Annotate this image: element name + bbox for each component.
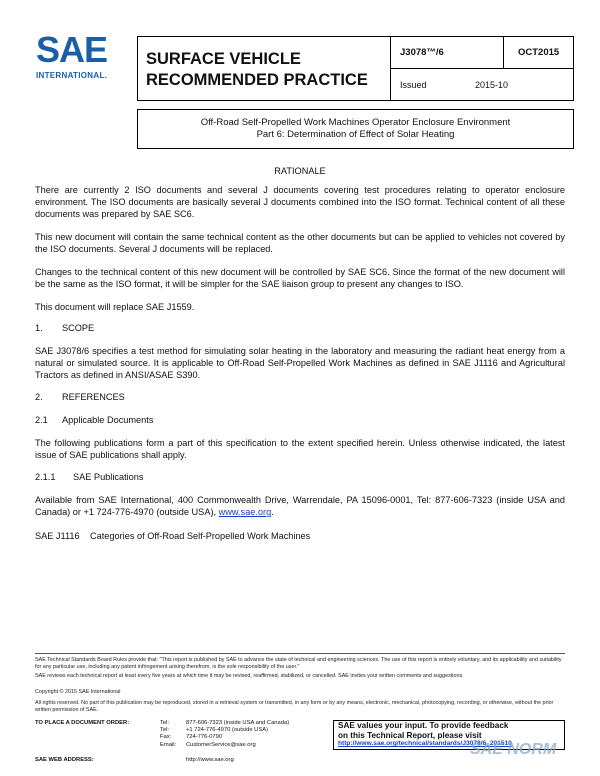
document-number: J3078™/6 [400, 47, 444, 58]
email-value[interactable]: CustomerService@sae.org [186, 741, 256, 748]
section-number: 1. [35, 323, 43, 333]
reference-row [35, 531, 310, 541]
section-number: 2. [35, 392, 43, 402]
sae-logo-subtitle: INTERNATIONAL. [36, 71, 108, 80]
footer-review-text: SAE reviews each technical report at least every five years at which time it may be revised, reaffirmed, stabilized, or cancelled. SAE invites your written comments and suggestions. [35, 673, 464, 679]
subsection-applicable-documents-heading [35, 415, 153, 425]
rationale-paragraph-1: There are currently 2 ISO documents and several J documents covering test procedures relating to operator enclosure environment. The ISO documents are basically several J documents combined into the ISO format. Technical content of all these documents was prepared by SAE SC6. [35, 185, 565, 220]
reference-title: Categories of Off-Road Self-Propelled Work Machines [90, 531, 311, 541]
document-type-title [146, 49, 368, 91]
section-scope-heading [35, 323, 94, 333]
document-type-line1: SURFACE VEHICLE [146, 50, 301, 68]
feedback-link[interactable]: http://www.sae.org/technical/standards/J3078/6_201510 [338, 740, 512, 747]
web-address-label: SAE WEB ADDRESS: [35, 757, 94, 763]
subsection-number: 2.1 [35, 415, 48, 425]
footer-rules-text: SAE Technical Standards Board Rules provide that: "This report is published by SAE to advance the state of technical and engineering sciences. The use of this report is entirely voluntary, and its applicability and suitability for any particular use, including any patent infringement arising therefrom, is the sole responsibility of the user." [35, 657, 562, 670]
footer-rights-text: All rights reserved. No part of this publication may be reproduced, stored in a retrieval system or transmitted, in any form or by any means, electronic, mechanical, photocopying, recording, or otherwise, without the prior written permission of SAE. [35, 700, 554, 713]
tel-value: 877-606-7323 (inside USA and Canada) [186, 720, 290, 726]
issued-label: Issued [400, 80, 427, 90]
section-title: SCOPE [62, 323, 95, 333]
fax-value: 724-776-0790 [186, 734, 223, 741]
sae-website-link[interactable]: www.sae.org [218, 507, 272, 518]
scope-paragraph: SAE J3078/6 specifies a test method for simulating solar heating in the laboratory and measuring the radiant heat energy from a natural or simulated source. It is applicable to Off-Road Self-Propelled Work Machines as defined in SAE J1116 and Agricultural Tractors as defined in ANSI/ASAE S390. [35, 346, 565, 381]
section-title: REFERENCES [62, 392, 125, 402]
web-address-value[interactable]: http://www.sae.org [186, 757, 234, 763]
rationale-paragraph-2: This new document will contain the same technical content as the other documents but can be applied to vehicles not covered by the ISO documents. Several J documents will be replaced. [35, 232, 565, 255]
footer-copyright: Copyright © 2015 SAE International [35, 689, 121, 695]
availability-paragraph [35, 494, 565, 518]
subsection-sae-publications-heading [35, 472, 143, 482]
tel2-value: +1 724-776-4970 (outside USA) [186, 727, 269, 734]
subsection-title: SAE Publications [73, 472, 144, 482]
rationale-heading: RATIONALE [274, 166, 326, 176]
feedback-text [338, 721, 508, 740]
applicable-documents-paragraph: The following publications form a part of this specification to the extent specified herein. Unless otherwise indicated, the latest issue of SAE publications shall apply. [35, 438, 565, 461]
availability-end: . [271, 507, 274, 518]
fax-label: Fax: [160, 734, 172, 741]
document-title-line1: Off-Road Self-Propelled Work Machines Operator Enclosure Environment [200, 117, 511, 128]
reference-id: SAE J1116 [35, 531, 80, 541]
feedback-line2: on this Technical Report, please visit [338, 730, 482, 740]
order-contacts [160, 720, 289, 749]
order-label: TO PLACE A DOCUMENT ORDER: [35, 720, 130, 726]
tel2-label: Tel: [160, 727, 170, 734]
section-references-heading [35, 392, 125, 402]
document-type-line2: RECOMMENDED PRACTICE [146, 71, 368, 89]
sae-logo: SAE [36, 29, 108, 70]
footer-divider [35, 653, 565, 654]
document-title-line2: Part 6: Determination of Effect of Solar Heating [256, 129, 455, 140]
watermark-logo: SAE NORM [470, 741, 557, 758]
availability-text: Available from SAE International, 400 Commonwealth Drive, Warrendale, PA 15096-0001, Tel: 877-606-7323 (inside USA and Canada) or +1 724-776-4970 (outside USA), [35, 495, 565, 518]
feedback-line1: SAE values your input. To provide feedback [338, 721, 509, 730]
email-label: Email: [160, 741, 177, 748]
subsection-number: 2.1.1 [35, 472, 56, 482]
document-date: OCT2015 [518, 47, 560, 58]
subsection-title: Applicable Documents [62, 415, 154, 425]
rationale-paragraph-4: This document will replace SAE J1559. [35, 302, 195, 312]
tel-label: Tel: [160, 720, 170, 726]
rationale-paragraph-3: Changes to the technical content of this new document will be controlled by SAE SC6. Since the format of the new document will be the same as the ISO format, it will be simpler for the SAE liaison group to present any changes to ISO. [35, 267, 565, 290]
issued-date: 2015-10 [475, 80, 509, 90]
